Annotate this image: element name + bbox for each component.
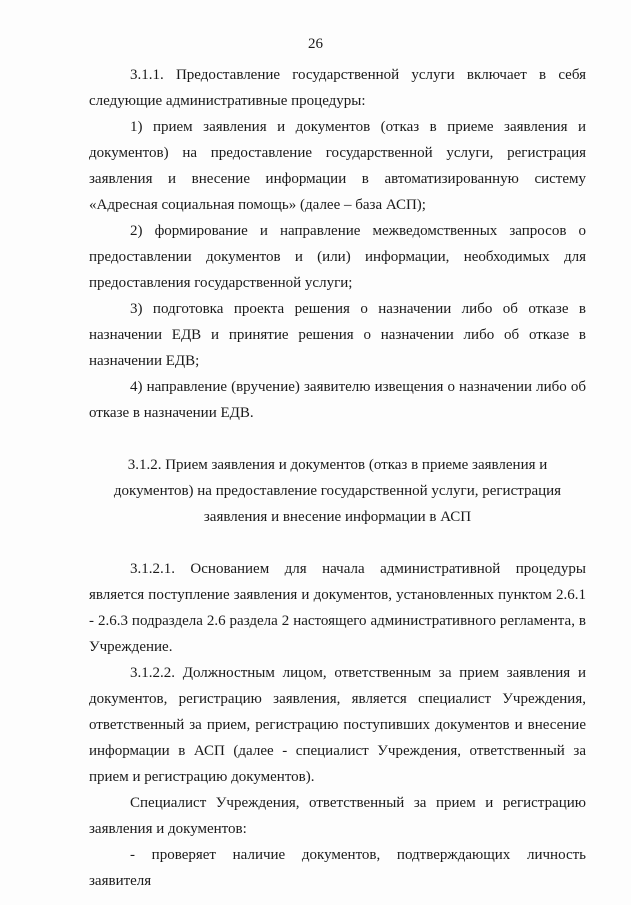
list-item-1: 1) прием заявления и документов (отказ в приеме заявления и документов) на предоставление государственной услуги, регистрация заявления и внесение информации в автоматизированную систему «Адресная социальная помощь» (далее – база АСП); [89, 119, 586, 213]
section-heading-line: 3.1.2. Прием заявления и документов (отказ в приеме заявления и [127, 457, 548, 473]
paragraph-3-1-1: 3.1.1. Предоставление государственной услуги включает в себя следующие административные процедуры: [89, 67, 586, 109]
page-number: 26 [308, 36, 323, 52]
list-item-2: 2) формирование и направление межведомственных запросов о предоставлении документов и (или) информации, необходимых для предоставления государственной услуги; [89, 223, 586, 291]
document-body [89, 62, 586, 894]
paragraph-3-1-2-1: 3.1.2.1. Основанием для начала административной процедуры является поступление заявления и документов, установленных пунктом 2.6.1 - 2.6.3 подраздела 2.6 раздела 2 настоящего административного регламента, в Учреждение. [89, 561, 586, 655]
paragraph-3-1-2-2: 3.1.2.2. Должностным лицом, ответственным за прием заявления и документов, регистрацию заявления, является специалист Учреждения, ответственный за прием, регистрацию поступивших документов и внесение информации в АСП (далее - специалист Учреждения, ответственный за прием и регистрацию документов). [89, 665, 586, 785]
paragraph-specialist: Специалист Учреждения, ответственный за прием и регистрацию заявления и документов: [89, 795, 586, 837]
section-heading-line: заявления и внесение информации в АСП [203, 509, 472, 525]
section-heading-3-1-2 [89, 452, 586, 530]
list-item-3: 3) подготовка проекта решения о назначении либо об отказе в назначении ЕДВ и принятие решения о назначении либо об отказе в назначении ЕДВ; [89, 301, 586, 369]
section-heading-line: документов) на предоставление государственной услуги, регистрация [113, 483, 562, 499]
list-item-4: 4) направление (вручение) заявителю извещения о назначении либо об отказе в назначении ЕДВ. [89, 379, 586, 421]
list-item-checks: - проверяет наличие документов, подтверждающих личность заявителя [89, 847, 586, 889]
